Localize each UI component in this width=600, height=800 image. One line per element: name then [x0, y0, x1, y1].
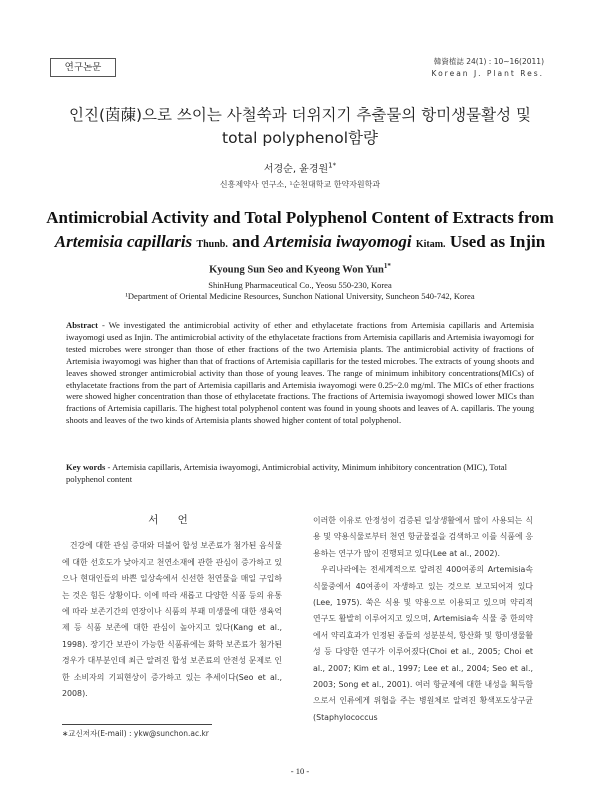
- korean-affiliation: 신흥제약사 연구소, ¹순천대학교 한약자원학과: [219, 180, 381, 189]
- korean-title-line1: 인진(茵蔯)으로 쓰이는 사철쑥과 더위지기 추출물의 항미생물활성 및: [69, 106, 531, 124]
- korean-title-line2: total polyphenol함량: [222, 129, 378, 147]
- body-right-column: [313, 513, 533, 726]
- title-suffix: Used as Injin: [449, 232, 546, 251]
- english-author-mark: 1*: [383, 262, 391, 270]
- english-author-names: Kyoung Sun Seo and Kyeong Won Yun: [209, 264, 384, 276]
- keywords-text: - Artemisia capillaris, Artemisia iwayomogi, Antimicrobial activity, Minimum inhibitory concentration (MIC), Total polyphenol content: [66, 462, 507, 484]
- keywords-label: Key words: [66, 462, 106, 472]
- english-affiliation-line1: ShinHung Pharmaceutical Co., Yeosu 550-230, Korea: [208, 280, 392, 290]
- korean-title: [40, 104, 560, 150]
- english-affiliation-line2: ¹Department of Oriental Medicine Resources, Sunchon National University, Suncheon 540-742, Korea: [125, 291, 475, 301]
- intro-paragraph-2: 이러한 이유로 안정성이 검증된 일상생활에서 많이 사용되는 식용 및 약용식물로부터 천연 항균물질을 검색하고 이를 식품에 응용하는 연구가 많이 진행되고 있다(Lee at al., 2002).: [313, 516, 533, 558]
- keywords: [66, 462, 534, 486]
- korean-authors: [0, 160, 600, 175]
- body-left-column: [62, 512, 282, 702]
- english-affiliation: [40, 280, 560, 302]
- journal-citation: [394, 56, 544, 80]
- korean-author-names: 서경순, 윤경원: [263, 164, 329, 175]
- english-title-line2: [40, 230, 560, 257]
- english-authors: [0, 262, 600, 276]
- page-number: - 10 -: [290, 766, 310, 776]
- species-name-2: Artemisia iwayomogi: [263, 232, 412, 251]
- species-author-2: Kitam.: [415, 239, 446, 250]
- english-title: [40, 206, 560, 257]
- abstract: [66, 320, 534, 427]
- section-heading: 서 언: [148, 514, 196, 526]
- korean-author-mark: 1*: [328, 161, 337, 170]
- intro-paragraph-1: 건강에 대한 관심 증대와 더불어 합성 보존료가 첨가된 음식물에 대한 선호도가 낮아지고 천연소재에 관한 관심이 증가하고 있으나 현대인들의 바쁜 일상속에서 신선한 천연물을 매일 구입하는 것은 힘든 상황이다. 이에 따라 새롭고 다양한 식품 등의 유통에 따라 보존기간의 연장이나 식품의 부패 미생물에 대한 생육억제 등 식품 보존에 대한 관심이 높아지고 있다(Kang et al., 1998). 장기간 보관이 가능한 식품류에는 화학 보존료가 첨가된 경우가 대부분인데 최근 알려진 합성 보존료의 안전성 문제로 인한 소비자의 기피현상이 증가하고 있는 추세이다(Seo et al., 2008).: [62, 541, 282, 699]
- footnote-divider: [62, 724, 212, 725]
- journal-volume: 韓資植誌 24(1) : 10~16(2011): [433, 57, 544, 66]
- abstract-text: - We investigated the antimicrobial activity of ether and ethylacetate fractions from Artemisia capillaris and Artemisia iwayomogi used as Injin. The antimicrobial activity of the ethylacetate fractions from Artemisia capillaris and Artemisia iwayomogi for tested microbes were stronger than those of ether fractions of the two Artemisia plants. The antimicrobial activity of fractions of Artemisia iwayomogi was higher than that of fractions of Artemisia capillaris for the tested microbes. The extracts of young shoots and leaves showed stronger antimicrobial activity than those of young leaves. The range of minimum inhibitory concentrations(MICs) of ethylacetate fractions from the part of Artemisia capillaris and Artemisia iwayomogi were 0.25~2.0 mg/ml. The MICs of ether fractions were showed higher concentration than those of ethylacetate fractions. The fractions of Artemisia iwayomogi showed lower MICs than fractions of Artemisia capillaris. The highest total polyphenol content was found in young shoots and leaves of A. capillaris. The young shoots and leaves of the two kinds of Artemisia plants showed higher content of total polyphenol.: [66, 320, 534, 426]
- abstract-label: Abstract: [66, 320, 98, 330]
- title-and: and: [232, 232, 260, 251]
- journal-name: Korean J. Plant Res.: [431, 69, 544, 78]
- corresponding-author-footnote: ∗교신저자(E-mail) : ykw@sunchon.ac.kr: [62, 729, 209, 738]
- english-title-line1: Antimicrobial Activity and Total Polyphenol Content of Extracts from: [46, 208, 554, 227]
- species-author-1: Thunb.: [196, 239, 228, 250]
- intro-paragraph-3: 우리나라에는 전세계적으로 알려진 400여종의 Artemisia속 식물중에서 40여종이 자생하고 있는 것으로 보고되어져 있다(Lee, 1975). 쑥은 식용 및 약용으로 이용되고 있으며 약리적 연구도 활발히 이루어지고 있으며, Artemisia속 식물 중 한의약에서 약리효과가 인정된 종들의 성분분석, 항산화 및 항미생물활성 등 다양한 연구가 이루어졌다(Choi et al., 2005; Choi et al., 2007; Kim et al., 1997; Lee et al., 2004; Seo et al., 2003; Song et al., 2001). 여러 항균제에 대한 내성을 획득함으로서 인류에게 위협을 주는 병원체로 알려진 황색포도상구균(Staphylococcus: [313, 565, 533, 722]
- species-name-1: Artemisia capillaris: [54, 232, 193, 251]
- article-type-label: 연구논문: [50, 58, 116, 77]
